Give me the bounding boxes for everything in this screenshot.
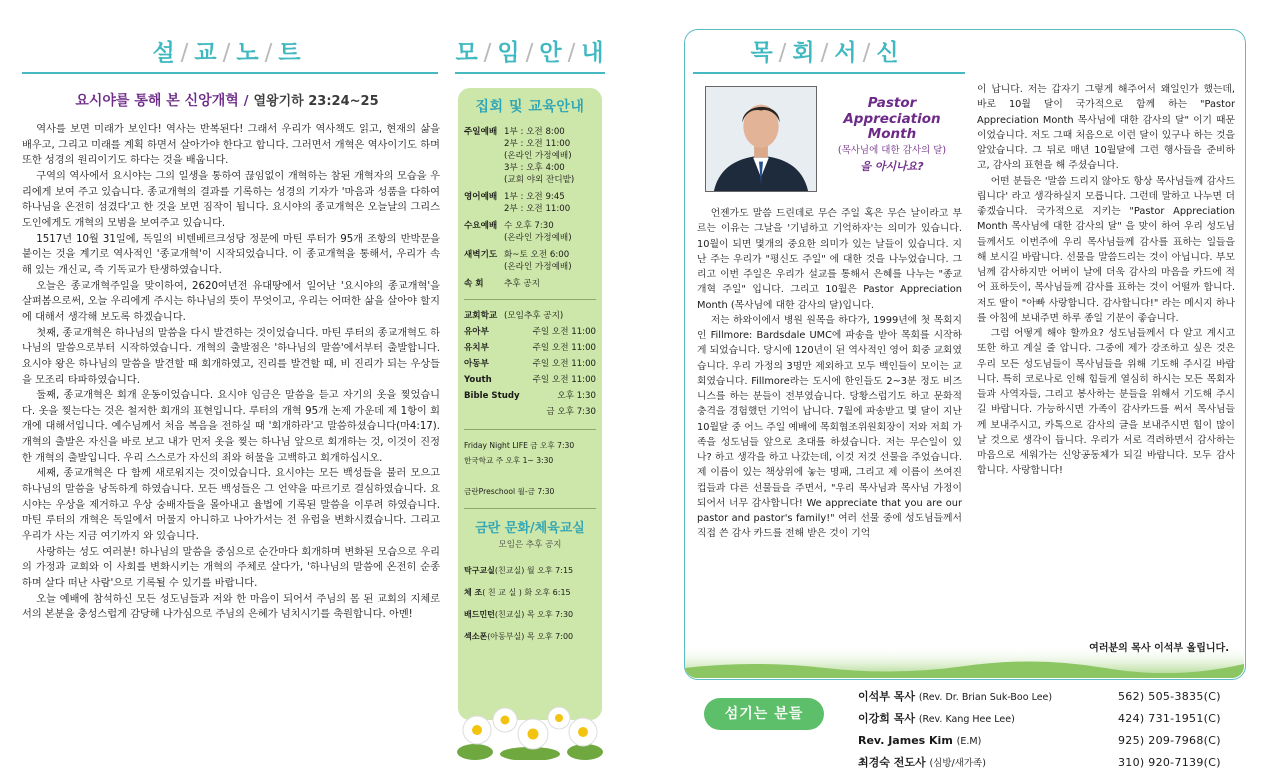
- service-row: 속 회 추후 공지: [464, 279, 540, 289]
- phone-number: 925) 209-7968(C): [1118, 734, 1221, 747]
- service-row: 새벽기도 화~토 오전 6:00 (온라인 가정예배): [464, 250, 572, 272]
- letter-paragraph: 저는 하와이에서 병원 원목을 하다가, 1999년에 첫 목회지인 Fillmore: Bardsdale UMC에 파송을 받아 목회를 시작하게 되었습니다. 당시에 120년이 된 역사적인 영어 회중 교회였습니다. 우리 가정의 3명만 제외하고 모두 백인들이 모이는 교회였습니다. Fillmore라는 도시에 한인들도 2~3분 정도 비즈니스를 하는 분들이 전부였습니다. 당황스럽기도 하고 문화적 충격을 경험했던 기억이 납니다. 7월에 파송받고 몇 달이 지난 10월달 중 어느 주일 예배에 목회협조위원회장이 저와 저희 가족을 성도님들 앞으로 초대를 하셨습니다. 저는 무슨일이 있나? 하고 생각을 하고 나갔는데, 이것 저것 선물을 주었습니다. 제 이름이 있는 책상위에 놓는 명패, 그리고 제 이름이 쓰여진 컵들과 다른 선물들을 주면서, "우리 목사님과 목사님 가정이 되어서 너무 감사합니다! We appreciate that you are our pastor and pastor's family!" 여러 선물 중에 성도님들께서 직접 쓴 감사 카드를 전해 받은 것이 기억: [697, 314, 962, 540]
- class-row: 배드민턴(친교실) 목 오후 7:30: [464, 610, 574, 619]
- divider: [693, 72, 965, 74]
- service-row: 주일예배 1부 : 오전 8:00 2부 : 오전 11:00 (온라인 가정예배) 3부 : 오후 4:00 (교회 야외 잔디밭): [464, 127, 575, 185]
- program-row: 교회학교 (모임추후 공지): [464, 311, 564, 321]
- class-row: 탁구교실(친교실) 월 오후 7:15: [464, 566, 574, 575]
- pastor-letter-section: [684, 29, 1246, 680]
- misc-schedule: 한국학교 주 오후 1~ 3:30: [464, 456, 554, 465]
- program-row: 금 오후 7:30: [546, 407, 596, 417]
- letter-paragraph: 그럼 어떻게 해야 할까요? 성도님들께서 다 알고 계시고 또한 하고 계실 줄 압니다. 그중에 제가 강조하고 싶은 것은 우리 모든 성도님들이 목사님들을 위해 기도해 주시길 바랍니다. 특히 코로나로 인해 힘들게 열심히 하시는 모든 목회자들과 사역자들, 그리고 봉사하는 분들을 위해서 기도해 주시길 바랍니다. 가능하시면 가족이 감사카드를 써서 목사님들께 보내주시고, 카톡으로 감사의 글을 보내주시면 힘이 많이 날 것으로 생각이 듭니다. 우리가 서로 격려하면서 감사하는 마음으로 세워가는 신앙공동체가 되길 바랍니다. 모두 감사합니다. 사랑합니다!: [977, 328, 1235, 477]
- program-row: 유아부 주일 오전 11:00: [464, 327, 596, 337]
- culture-class-note: 모임은 추후 공지: [498, 540, 562, 550]
- sermon-paragraph: 1517년 10월 31일에, 독일의 비텐베르크성당 정문에 마틴 루터가 95개 조항의 반박문을 붙이는 것을 계기로 역사적인 '종교개혁'이 시작되었습니다. 이 종교개혁을 통해서, 우리가 속해 있는 개신교, 즉 기독교가 탄생하였습니다.: [22, 233, 440, 276]
- program-row: 유치부 주일 오전 11:00: [464, 343, 596, 353]
- phone-number: 562) 505-3835(C): [1118, 690, 1221, 703]
- staff-list: [858, 686, 1258, 774]
- schedule-title: 집회 및 교육안내: [475, 99, 585, 115]
- sermon-paragraph: 역사를 보면 미래가 보인다! 역사는 반복된다! 그래서 우리가 역사책도 읽고, 현재의 삶을 배우고, 그리고 미래를 계획 하면서 살아가야 한다고 합니다. 그러면서 개혁은 역사이기도 하며 또한 성경의 원리이기도 하다는 것을 배웁니다.: [22, 124, 440, 167]
- sermon-paragraph: 구역의 역사에서 요시야는 그의 일생을 통하여 끊임없이 개혁하는 참된 개혁자의 모습을 우리에게 보여 주고 있습니다. 종교개혁의 결과를 기록하는 성경의 기자가 '마음과 성품을 다하여 하나님을 온전히 섬겼다'고 한 것을 보면 짐작이 됩니다. 요시야의 종교개혁은 오늘날의 그리스도인에게도 개혁의 모범을 보여주고 있습니다.: [22, 170, 440, 229]
- letter-section-title: 목 / 회 / 서 / 신: [750, 40, 900, 66]
- serving-staff-badge: 섬기는 분들: [704, 698, 824, 730]
- sermon-paragraph: 오늘 예배에 참석하신 모든 성도님들과 저와 한 마음이 되어서 주님의 몸 된 교회의 지체로서의 본분을 충성스럽게 감당해 나가심으로 주님의 은혜가 넘치시기를 축원합니다. 아멘!: [22, 593, 440, 621]
- scripture-reference: 열왕기하 23:24~25: [253, 94, 379, 109]
- sermon-title: 요시야를 통해 본 신앙개혁: [75, 93, 239, 109]
- letter-column-right: [977, 82, 1235, 642]
- phone-number: 424) 731-1951(C): [1118, 712, 1221, 725]
- sermon-paragraph: 오늘은 종교개혁주일을 맞이하여, 2620여년전 유대땅에서 일어난 '요시야의 종교개혁'을 살펴봄으로써, 오늘 우리에게 주시는 하나님의 뜻이 무엇이고, 우리는 어떠한 삶을 살아야 할지에 대해서 생각해 보도록 하겠습니다.: [22, 280, 440, 323]
- pastor-photo: [705, 86, 817, 192]
- divider: [464, 299, 596, 300]
- service-row: 영어예배 1부 : 오전 9:45 2부 : 오전 11:00: [464, 192, 571, 214]
- class-row: 섹소폰(아동부실) 목 오후 7:00: [464, 632, 574, 641]
- letter-signature: 여러분의 목사 이석부 올립니다.: [1089, 643, 1229, 654]
- sermon-paragraph: 사랑하는 성도 여러분! 하나님의 말씀을 중심으로 순간마다 회개하며 변화된 모습으로 우리의 가정과 교회와 이 사회를 변화시키는 개혁의 주체로 살다가, '하나님의 말씀에 온전히 순종하며 살다 떠난 사람'으로 기록될 수 있기를 바랍니다.: [22, 546, 440, 590]
- meetings-section: [455, 30, 605, 770]
- letter-paragraph: 어떤 분들은 '말씀 드리지 않아도 항상 목사님들께 감사드립니다' 라고 생각하실지 모릅니다. 그런데 말하고 나누면 더 좋겠습니다. 국가적으로 지키는 "Pastor Appreciation Month 목사님에 대한 감사의 달" 을 맞이 하여 우리 성도님들께서도 이번주에 우리 목사님들께 감사를 표하는 일들을 해 보시길 바랍니다. 선물을 말씀드리는 것이 아닙니다. 부모님께 감사하지만 어버이 날에 더욱 감사의 마음을 카드에 적어 표하듯이, 목사님들께 감사를 표하는 것이 어떨까 합니다. 저도 딸이 "아빠 사랑합니다. 감사합니다!" 라는 메시지 하나를 아침에 보내주면 하루 종일 기분이 좋습니다.: [977, 175, 1235, 324]
- schedule-box: [458, 88, 602, 720]
- sermon-notes-section: [14, 30, 440, 770]
- sermon-heading: 요시야를 통해 본 신앙개혁 / 열왕기하 23:24~25: [75, 93, 379, 109]
- letter-paragraph: 언젠가도 말씀 드린데로 무슨 주일 혹은 무슨 날이라고 부르는 이유는 그날을 '기념하고 기억하자'는 의미가 있습니다. 10월이 되면 몇개의 중요한 의미가 있는 날들이 있습니다. 지난 주는 우리가 "평신도 주일" 에 대한 것을 나누었습니다. 그리고 이번 주일은 우리가 설교를 통해서 은혜를 나누는 "종교개혁 주일" 입니다. 그리고 10월은 Pastor Appreciation Month (목사님에 대한 감사의 달)입니다.: [697, 208, 962, 311]
- sermon-paragraph: 둘째, 종교개혁은 회개 운동이었습니다. 요시야 임금은 말씀을 듣고 자기의 옷을 찢었습니다. 옷을 찢는다는 것은 철저한 회개의 표현입니다. 루터의 개혁 95개 논제 가운데 제 1항이 회개에 대해서입니다. 예수님께서 처음 복음을 전하실 때 '회개하라'고 말씀하셨습니다(마4:17). 개혁의 출발은 자신을 바로 보고 내가 먼저 옷을 찢는 하나님 앞으로 회개하는 것, 이것이 진정한 개혁의 출발입니다. 우리 스스로가 자신의 죄와 허물을 고백하고 회개하십시오.: [22, 390, 440, 464]
- sermon-paragraph: 세째, 종교개혁은 다 함께 새로워지는 것이었습니다. 요시야는 모든 백성들을 불러 모으고 하나님의 말씀을 낭독하게 하였습니다. 모든 백성들은 그 언약을 따르기로 결심하였습니다. 요시야는 우상을 제거하고 우상 숭배자들을 몰아내고 율법에 기록된 말씀을 이루려 하였습니다. 마틴 루터의 개혁은 독일에서 머물지 아니하고 나아가서는 전 유럽을 변화시켰습니다. 그리고 우리가 사는 지금 여기까지 와 있습니다.: [22, 468, 440, 543]
- staff-row: 이강희 목사 (Rev. Kang Hee Lee) 424) 731-1951(C): [858, 708, 1258, 730]
- pastor-appreciation-heading: Pastor Appreciation Month (목사님에 대한 감사의 달) 을 아시나요?: [837, 95, 947, 173]
- divider: [22, 72, 438, 74]
- misc-schedule: 금란Preschool 월-금 7:30: [464, 487, 555, 496]
- staff-row: 이석부 목사 (Rev. Dr. Brian Suk-Boo Lee) 562) 505-3835(C): [858, 686, 1258, 708]
- letter-paragraph: 이 납니다. 저는 갑자기 그렇게 해주어서 왜일인가 했는데, 바로 10월 달이 국가적으로 함께 하는 "Pastor Appreciation Month 목사님에 대한 감사의 달" 이기 때문이었습니다. 저도 그때 처음으로 이런 달이 있구나 하는 것을 알았습니다. 그 뒤로 매년 10월달에 그런 행사들을 준비하고, 감사의 표현을 해 주셨습니다.: [977, 84, 1235, 172]
- misc-schedule: Friday Night LIFE 금 오후 7:30: [464, 441, 575, 450]
- program-row: Bible Study 오후 1:30: [464, 391, 596, 401]
- culture-class-title: 금란 문화/체육교실: [475, 521, 585, 536]
- sermon-body: [22, 122, 440, 768]
- class-row: 체 조( 친 교 실 ) 화 오후 6:15: [464, 588, 571, 597]
- divider: [464, 429, 596, 430]
- daisy-flowers-illustration: [455, 690, 605, 760]
- staff-row: Rev. James Kim (E.M) 925) 209-7968(C): [858, 730, 1258, 752]
- divider: [464, 508, 596, 509]
- letter-column-left: [697, 206, 962, 674]
- service-row: 수요예배 수 오후 7:30 (온라인 가정예배): [464, 221, 572, 243]
- sermon-section-title: 설 / 교 / 노 / 트: [152, 40, 302, 66]
- meetings-section-title: 모 / 임 / 안 / 내: [455, 40, 605, 66]
- program-row: 아동부 주일 오전 11:00: [464, 359, 596, 369]
- program-row: Youth 주일 오전 11:00: [464, 375, 596, 385]
- staff-row: 최경숙 전도사 (심방/새가족) 310) 920-7139(C): [858, 752, 1258, 774]
- phone-number: 310) 920-7139(C): [1118, 756, 1221, 769]
- divider: [455, 72, 605, 74]
- sermon-paragraph: 첫째, 종교개혁은 하나님의 말씀을 다시 발견하는 것이었습니다. 마틴 루터의 종교개혁도 하나님의 말씀으로부터 시작하였습니다. 개혁의 출발점은 '하나님의 말씀'에서부터 출발합니다. 요시야 왕은 하나님의 말씀을 발견할 때 회개하였고, 진리를 발견할 때, 비 진리가 되는 우상들을 모조리 타파하였습니다.: [22, 327, 440, 386]
